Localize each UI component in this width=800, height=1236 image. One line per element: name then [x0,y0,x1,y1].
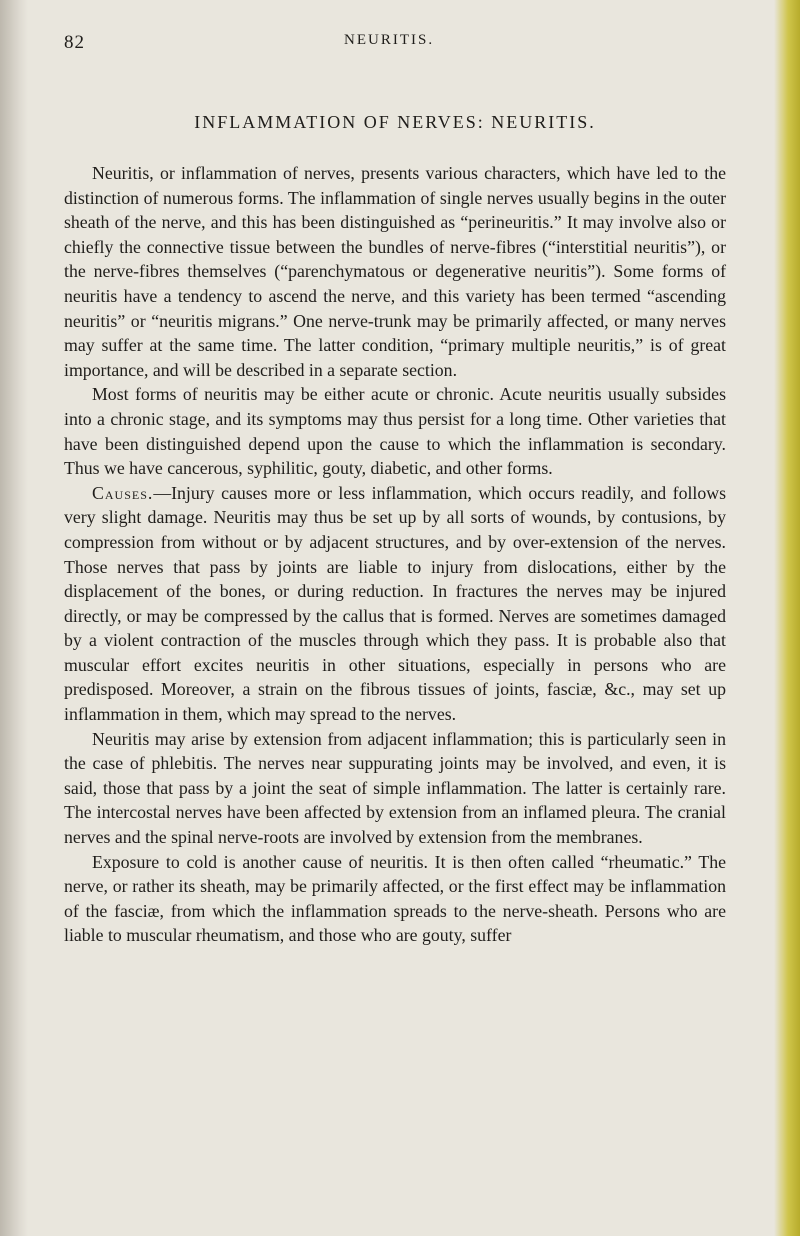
body-text [64,161,726,948]
paragraph-causes [64,481,726,727]
book-page [64,18,726,1218]
running-title: NEURITIS. [344,32,435,48]
paragraph-exposure: Exposure to cold is another cause of neuritis. It is then often called “rheumatic.” The nerve, or rather its sheath, may be primarily affected, or the first effect may be inflammation of the fasciæ, from which the inflammation spreads to the nerve-sheath. Persons who are liable to muscular rheumatism, and those who are gouty, suffer [64,851,726,946]
paragraph-intro: Neuritis, or inflammation of nerves, presents various characters, which have led to the distinction of numerous forms. The inflammation of single nerves usually begins in the outer sheath of the nerve, and this has been distinguished as “perineuritis.” It may involve also or chiefly the connective tissue between the bundles of nerve-fibres (“interstitial neuritis”), or the nerve-fibres themselves (“parenchymatous or degenerative neuritis”). Some forms of neuritis have a tendency to ascend the nerve, and this variety has been termed “ascending neuritis” or “neuritis migrans.” One nerve-trunk may be primarily affected, or many nerves may suffer at the same time. The latter condition, “primary multiple neuritis,” is of great importance, and will be described in a separate section. [64,163,726,380]
causes-text: —Injury causes more or less inflammation, which occurs readily, and follows very slight damage. Neuritis may thus be set up by all sorts of wounds, by contusions, by compression from without or by adjacent structures, and by over-extension of the nerves. Those nerves that pass by joints are liable to injury from dislocations, either by the displacement of the bones, or during reduction. In fractures the nerves may be injured directly, or may be compressed by the callus that is formed. Nerves are sometimes damaged by a violent contraction of the muscles through which they pass. It is probable also that muscular effort excites neuritis in other situations, especially in persons who are predisposed. Moreover, a strain on the fibrous tissues of joints, fasciæ, &c., may set up inflammation in them, which may spread to the nerves. [64,482,726,725]
chapter-title: INFLAMMATION OF NERVES: NEURITIS. [194,112,596,132]
page-number: 82 [64,32,85,53]
page-right-edge [774,0,800,1236]
paragraph-forms: Most forms of neuritis may be either acute or chronic. Acute neuritis usually subsides into a chronic stage, and its symptoms may thus persist for a long time. Other varieties that have been distinguished depend upon the cause to which the inflammation is secondary. Thus we have cancerous, syphilitic, gouty, diabetic, and other forms. [64,384,726,479]
page-left-shadow [0,0,28,1236]
running-head [64,18,726,52]
paragraph-extension: Neuritis may arise by extension from adjacent inflammation; this is particularly seen in the case of phlebitis. The nerves near suppurating joints may be involved, and even, it is said, those that pass by a joint the seat of simple inflammation. The latter is certainly rare. The intercostal nerves have been affected by extension from an inflamed pleura. The cranial nerves and the spinal nerve-roots are involved by extension from the membranes. [64,728,726,848]
causes-heading: Causes. [92,482,154,503]
